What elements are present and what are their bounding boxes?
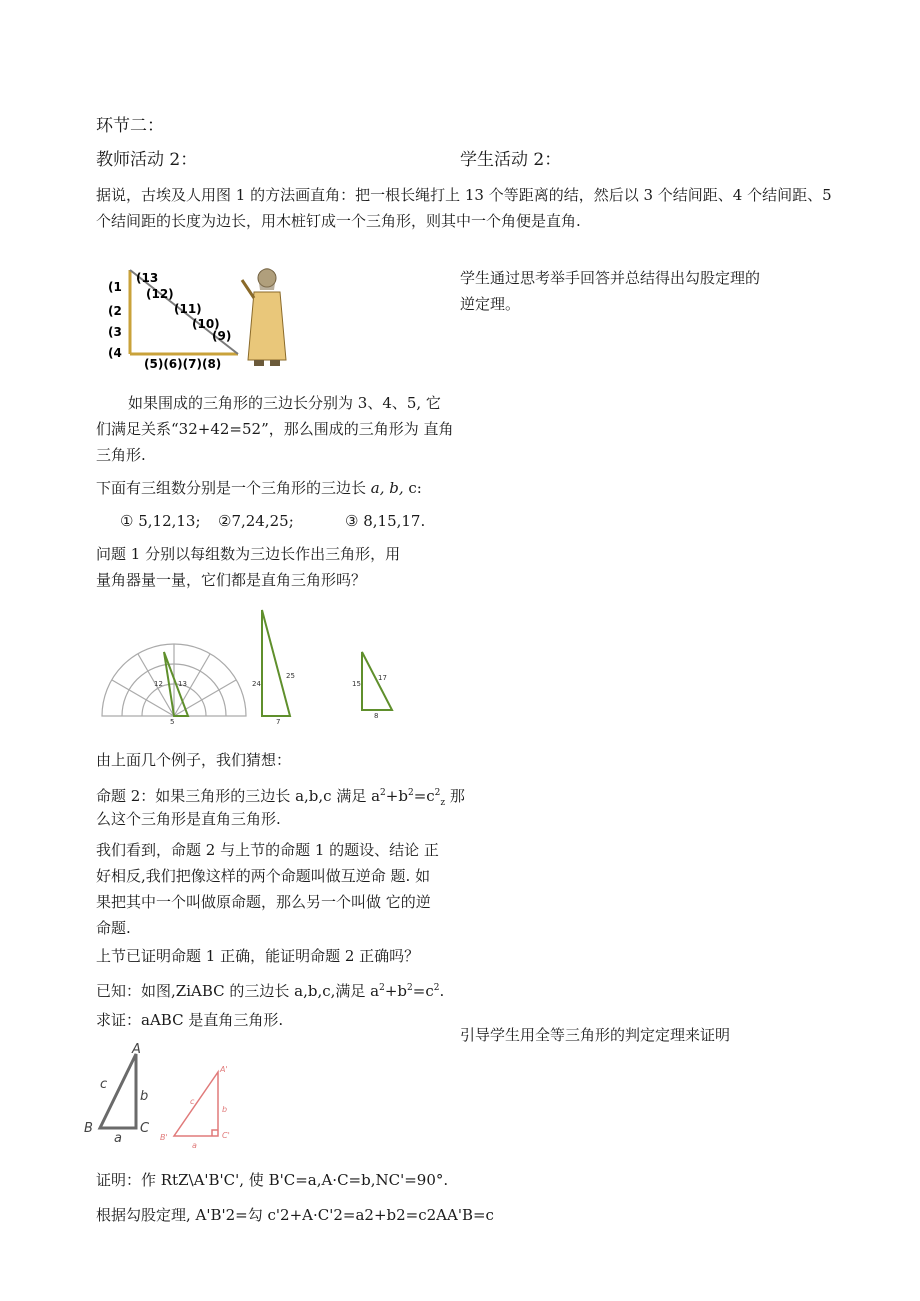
triangle-8-15-17 — [362, 652, 392, 710]
side-c-prime-label: c — [190, 1097, 195, 1106]
rope-left-label: (3 — [108, 325, 122, 339]
converse-line-2: 好相反,我们把像这样的两个命题叫做互逆命 题. 如 — [96, 867, 431, 885]
proof-line-1: 证明：作 RtZ\A'B'C', 使 B'C=a,A·C=b,NC'=90°. — [96, 1171, 449, 1189]
student-heading: 学生活动 2： — [460, 150, 562, 170]
rope-top-label: (13 — [136, 271, 159, 285]
intro-line-1: 据说，古埃及人用图 1 的方法画直角：把一根长绳打上 13 个等距离的结，然后以 3 个结间距、4 个结间距、5 — [96, 186, 832, 204]
student-reply-line-1: 学生通过思考举手回答并总结得出勾股定理的 — [460, 269, 761, 287]
group-3: ③ 8,15,17. — [345, 512, 426, 530]
section-title: 环节二： — [96, 116, 164, 136]
rope-hyp-label: (10) — [192, 317, 220, 331]
vertex-A-label: A — [132, 1042, 141, 1057]
group-1: ① 5,12,13; — [120, 512, 201, 530]
side-a-label: a — [114, 1131, 122, 1146]
vertex-A-prime-label: A' — [220, 1065, 228, 1074]
student-guide: 引导学生用全等三角形的判定定理来证明 — [460, 1026, 731, 1044]
rope-left-label: (1 — [108, 280, 122, 294]
para1-line-3: 三角形. — [96, 446, 146, 464]
rope-bottom-label: (5)(6)(7)(8) — [144, 357, 222, 371]
rope-knot-figure — [104, 258, 294, 373]
protractor-triangles-figure — [96, 606, 416, 724]
rope-hyp-label: (9) — [212, 329, 232, 343]
vertex-C-label: C — [140, 1121, 150, 1136]
conjecture: 由上面几个例子，我们猜想： — [96, 751, 292, 769]
congruent-triangles-figure — [80, 1040, 250, 1150]
teacher-heading: 教师活动 2： — [96, 150, 198, 170]
person-illustration — [242, 268, 286, 366]
rope-left-label: (4 — [108, 346, 122, 360]
tri3-side-a: 15 — [352, 680, 361, 688]
converse-line-3: 果把其中一个叫做原命题，那么另一个叫做 它的逆 — [96, 893, 431, 911]
rope-hyp-label: (11) — [174, 302, 202, 316]
side-c-label: c — [100, 1077, 108, 1092]
groups-intro: 下面有三组数分别是一个三角形的三边长 a, b, c: — [96, 479, 422, 497]
side-a-prime-label: a — [192, 1141, 197, 1150]
para1-line-2: 们满足关系“32+42=52”，那么围成的三角形为 直角 — [96, 420, 454, 438]
tri2-side-a: 24 — [252, 680, 261, 688]
proof-line-2: 根据勾股定理, A'B'2=勾 c'2+A·C'2=a2+b2=c2AA'B=c — [96, 1206, 494, 1224]
student-reply-line-2: 逆定理。 — [460, 295, 521, 313]
intro-line-2: 个结间距的长度为边长，用木桩钉成一个三角形，则其中一个角便是直角. — [96, 212, 581, 230]
tri1-side-c: 13 — [178, 680, 187, 688]
side-b-label: b — [140, 1089, 149, 1104]
converse-line-1: 我们看到，命题 2 与上节的命题 1 的题设、结论 正 — [96, 841, 439, 859]
tri3-side-c: 17 — [378, 674, 387, 682]
vertex-B-label: B — [84, 1121, 93, 1136]
tri1-side-b: 5 — [170, 718, 175, 724]
proposition2-line-2: 么这个三角形是直角三角形. — [96, 810, 281, 828]
proposition2-line-1: 命题 2：如果三角形的三边长 a,b,c 满足 $a^2+b^2=c^2_z$ 那 — [96, 787, 465, 808]
triangle-a-prime-b-prime-c-prime — [174, 1072, 218, 1136]
para1-line-1: 如果围成的三角形的三边长分别为 3、4、5, 它 — [128, 394, 441, 412]
question1-line-2: 量角器量一量，它们都是直角三角形吗？ — [96, 571, 367, 589]
group-2: ②7,24,25; — [218, 512, 294, 530]
tri1-side-a: 12 — [154, 680, 163, 688]
rope-hyp-label: (12) — [146, 287, 174, 301]
vertex-C-prime-label: C' — [222, 1131, 230, 1140]
vertex-B-prime-label: B' — [160, 1133, 168, 1142]
question2: 上节已证明命题 1 正确，能证明命题 2 正确吗？ — [96, 947, 420, 965]
given-statement: 已知：如图,ZiABC 的三边长 a,b,c,满足 $a^2+b^2=c^2$. — [96, 982, 445, 1000]
rope-left-label: (2 — [108, 304, 122, 318]
question1-line-1: 问题 1 分别以每组数为三边长作出三角形，用 — [96, 545, 401, 563]
converse-line-4: 命题. — [96, 919, 131, 937]
side-b-prime-label: b — [222, 1105, 228, 1114]
triangle-7-24-25 — [262, 610, 290, 716]
tri2-side-b: 7 — [276, 718, 281, 724]
tri2-side-c: 25 — [286, 672, 295, 680]
prove-statement: 求证：aABC 是直角三角形. — [96, 1011, 284, 1029]
tri3-side-b: 8 — [374, 712, 379, 720]
